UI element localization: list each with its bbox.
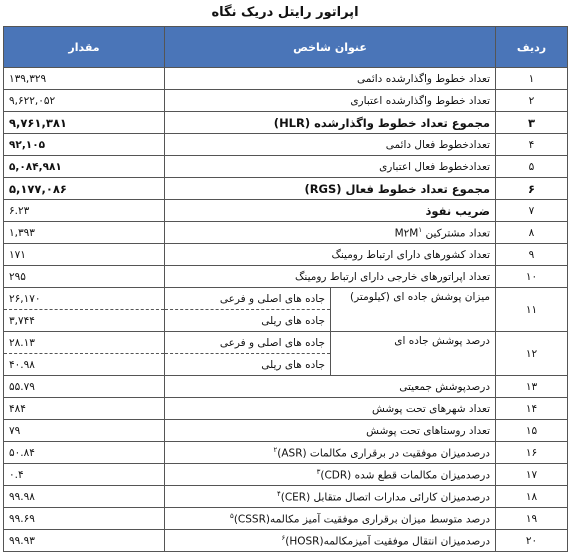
table-row (4, 376, 568, 398)
row-value: ۰.۴ (4, 464, 165, 486)
table-row (4, 112, 568, 134)
row-value: ۲۹۵ (4, 266, 165, 288)
row-label: تعدادخطوط فعال دائمی (165, 134, 496, 156)
row-number: ۱۲ (496, 332, 568, 376)
row-value: ۹۹.۶۹ (4, 508, 165, 530)
table-row (4, 288, 568, 310)
table-row (4, 464, 568, 486)
table-row (4, 156, 568, 178)
row-value: ۱۳۹,۳۲۹ (4, 68, 165, 90)
footnote-marker: ۲ (273, 445, 278, 454)
row-number: ۱۰ (496, 266, 568, 288)
row-number: ۱۹ (496, 508, 568, 530)
row-label: تعداد خطوط واگذارشده دائمی (165, 68, 496, 90)
table-row (4, 222, 568, 244)
row-number: ۴ (496, 134, 568, 156)
table-row (4, 420, 568, 442)
table-row (4, 90, 568, 112)
row-value: ۹۲,۱۰۵ (4, 134, 165, 156)
sub-row-label: جاده های ریلی (165, 310, 331, 332)
table-row (4, 530, 568, 552)
row-number: ۱۳ (496, 376, 568, 398)
row-label-cell (165, 530, 496, 552)
row-value: ۹,۶۲۲,۰۵۲ (4, 90, 165, 112)
row-label: درصد متوسط میزان برقراری موفقیت آمیز مکالمه(CSSR) (233, 513, 490, 526)
row-label: تعداد روستاهای تحت پوشش (165, 420, 496, 442)
table-row (4, 398, 568, 420)
row-number: ۲۰ (496, 530, 568, 552)
row-label-cell (165, 464, 496, 486)
row-label: درصد پوشش جاده ای (331, 332, 496, 376)
footnote-marker: ۳ (316, 467, 321, 476)
table-row (4, 442, 568, 464)
footnote-marker: ۴ (276, 489, 281, 498)
table-row (4, 508, 568, 530)
row-value: ۶.۲۳ (4, 200, 165, 222)
table-row (4, 486, 568, 508)
row-label: درصدمیزان موفقیت در برقراری مکالمات (ASR) (277, 447, 490, 460)
row-label-cell (165, 442, 496, 464)
footnote-marker: ۶ (281, 533, 286, 542)
row-value: ۱۷۱ (4, 244, 165, 266)
row-value: ۹,۷۶۱,۳۸۱ (4, 112, 165, 134)
header-indicator: عنوان شاخص (165, 27, 496, 68)
row-label: تعداد کشورهای دارای ارتباط رومینگ (165, 244, 496, 266)
row-value: ۵۰.۸۴ (4, 442, 165, 464)
row-value: ۳,۷۴۴ (4, 310, 165, 332)
row-label: درصدپوشش جمعیتی (165, 376, 496, 398)
row-label: تعداد مشترکین M۲M (394, 227, 490, 240)
row-number: ۳ (496, 112, 568, 134)
row-value: ۴۸۴ (4, 398, 165, 420)
table-row (4, 200, 568, 222)
footnote-marker: ۵ (230, 511, 234, 520)
row-value: ۲۶,۱۷۰ (4, 288, 165, 310)
row-number: ۷ (496, 200, 568, 222)
row-label: مجموع تعداد خطوط فعال (RGS) (165, 178, 496, 200)
footnote-marker: ۱ (418, 225, 423, 234)
table-title: اپراتور رایتل دریک نگاه (211, 5, 359, 20)
row-value: ۹۹.۹۸ (4, 486, 165, 508)
row-label: تعداد شهرهای تحت پوشش (165, 398, 496, 420)
row-value: ۷۹ (4, 420, 165, 442)
row-number: ۱۸ (496, 486, 568, 508)
row-label: میزان پوشش جاده ای (کیلومتر) (331, 288, 496, 332)
header-row (4, 27, 568, 68)
row-number: ۹ (496, 244, 568, 266)
row-number: ۱۶ (496, 442, 568, 464)
table-row (4, 332, 568, 354)
row-number: ۱ (496, 68, 568, 90)
row-value: ۱,۳۹۳ (4, 222, 165, 244)
row-value: ۵۵.۷۹ (4, 376, 165, 398)
header-value: مقدار (4, 27, 165, 68)
row-value: ۲۸.۱۳ (4, 332, 165, 354)
row-number: ۱۴ (496, 398, 568, 420)
sub-row-label: جاده های ریلی (165, 354, 331, 376)
row-label-cell (165, 508, 496, 530)
row-label: درصدمیزان کارائی مدارات اتصال متقابل (CER) (280, 491, 490, 504)
row-number: ۶ (496, 178, 568, 200)
row-number: ۵ (496, 156, 568, 178)
row-label: درصدمیزان انتقال موفقیت آمیزمکالمه(HOSR) (285, 535, 490, 548)
row-number: ۲ (496, 90, 568, 112)
row-value: ۵,۰۸۴,۹۸۱ (4, 156, 165, 178)
row-value: ۹۹.۹۳ (4, 530, 165, 552)
row-label: تعداد اپراتورهای خارجی دارای ارتباط رومینگ (165, 266, 496, 288)
row-label: ضریب نفوذ (165, 200, 496, 222)
row-label: تعدادخطوط فعال اعتباری (165, 156, 496, 178)
row-number: ۸ (496, 222, 568, 244)
row-value: ۴۰.۹۸ (4, 354, 165, 376)
row-label-cell (165, 222, 496, 244)
sub-row-label: جاده های اصلی و فرعی (165, 288, 331, 310)
row-number: ۱۵ (496, 420, 568, 442)
table-row (4, 244, 568, 266)
row-label-cell (165, 486, 496, 508)
row-label: درصدمیزان مکالمات قطع شده (CDR) (320, 469, 490, 482)
header-row-number: ردیف (496, 27, 568, 68)
table-row (4, 68, 568, 90)
row-label: مجموع تعداد خطوط واگذارشده (HLR) (165, 112, 496, 134)
table-row (4, 178, 568, 200)
table-row (4, 266, 568, 288)
stats-table (3, 26, 568, 552)
row-value: ۵,۱۷۷,۰۸۶ (4, 178, 165, 200)
row-number: ۱۱ (496, 288, 568, 332)
sub-row-label: جاده های اصلی و فرعی (165, 332, 331, 354)
row-label: تعداد خطوط واگذارشده اعتباری (165, 90, 496, 112)
row-number: ۱۷ (496, 464, 568, 486)
table-row (4, 134, 568, 156)
